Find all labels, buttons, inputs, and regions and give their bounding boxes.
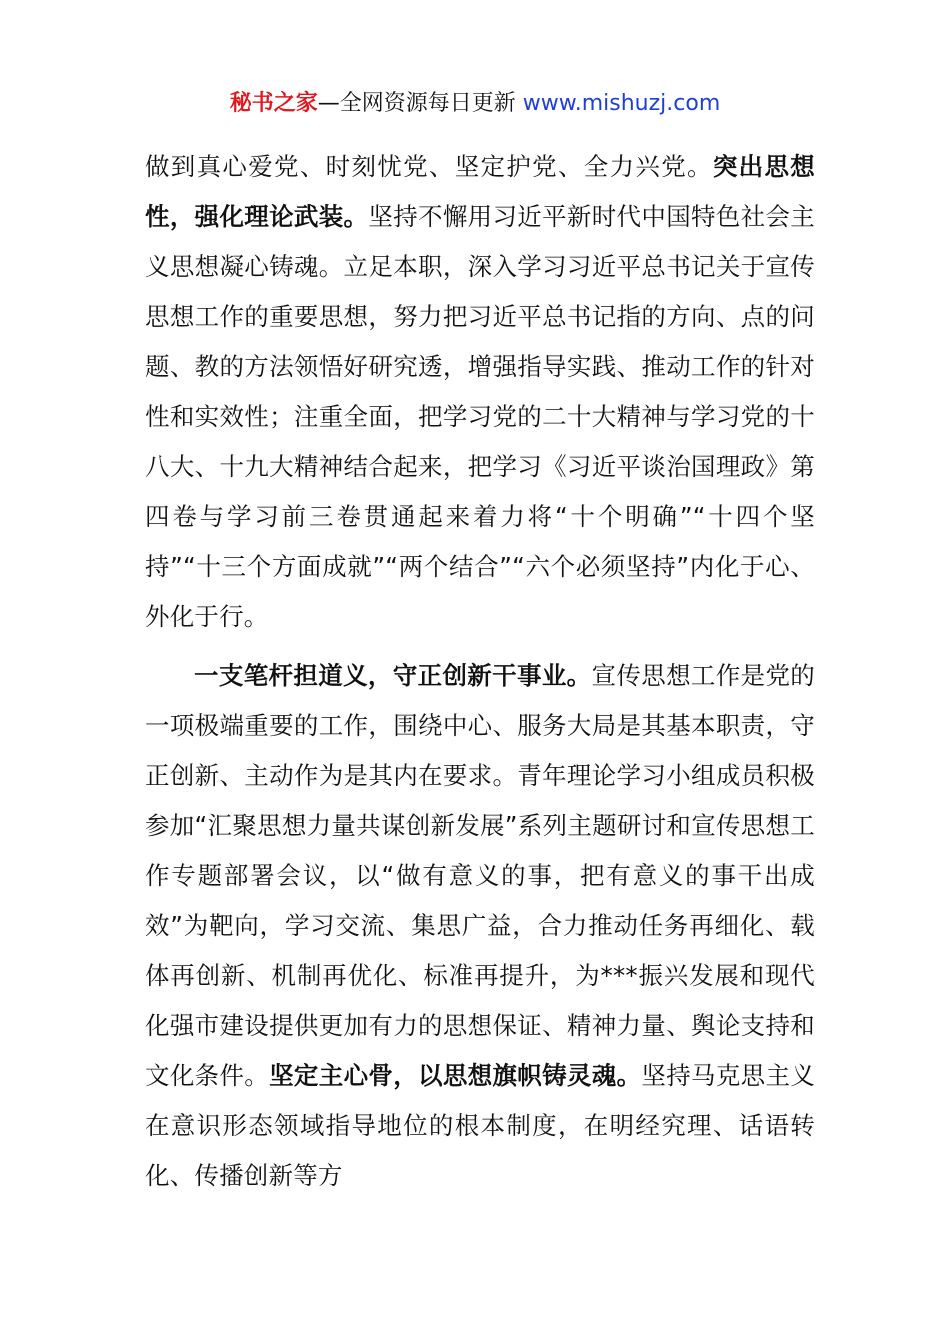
paragraph-2-subheading: 坚定主心骨，以思想旗帜铸灵魂。: [269, 1061, 642, 1090]
site-url-link[interactable]: www.mishuzj.com: [522, 91, 721, 116]
site-slogan: —全网资源每日更新: [317, 91, 523, 116]
paragraph-1-text-a: 做到真心爱党、时刻忧党、坚定护党、全力兴党。: [145, 152, 713, 181]
paragraph-2: [145, 651, 815, 1201]
site-brand: 秘书之家: [229, 91, 318, 116]
paragraph-2-text-b: 坚持马克思主义在意识形态领域指导地位的根本制度，在明经究理、话语转化、传播创新等方: [145, 1061, 816, 1190]
paragraph-1-text-b: 坚持不懈用习近平新时代中国特色社会主义思想凝心铸魂。立足本职，深入学习习近平总书记关于宣传思想工作的重要思想，努力把习近平总书记指的方向、点的问题、教的方法领悟好研究透，增强指导实践、推动工作的针对性和实效性；注重全面，把学习党的二十大精神与学习党的十八大、十九大精神结合起来，把学习《习近平谈治国理政》第四卷与学习前三卷贯通起来着力将“十个明确”“十四个坚持”“十三个方面成就”“两个结合”“六个必须坚持”内化于心、外化于行。: [145, 202, 815, 631]
site-header: [0, 86, 950, 122]
paragraph-2-heading: 一支笔杆担道义，守正创新干事业。: [194, 661, 592, 690]
paragraph-1-heading: 突出思想性，强化理论武装。: [145, 152, 815, 231]
paragraph-1: [145, 142, 815, 642]
document-body: [145, 142, 815, 1201]
paragraph-2-text-a: 宣传思想工作是党的一项极端重要的工作，围绕中心、服务大局是其基本职责，守正创新、主动作为是其内在要求。青年理论学习小组成员积极参加“汇聚思想力量共谋创新发展”系列主题研讨和宣传思想工作专题部署会议，以“做有意义的事，把有意义的事干出成效”为靶向，学习交流、集思广益，合力推动任务再细化、载体再创新、机制再优化、标准再提升，为***振兴发展和现代化强市建设提供更加有力的思想保证、精神力量、舆论支持和文化条件。: [145, 661, 815, 1090]
